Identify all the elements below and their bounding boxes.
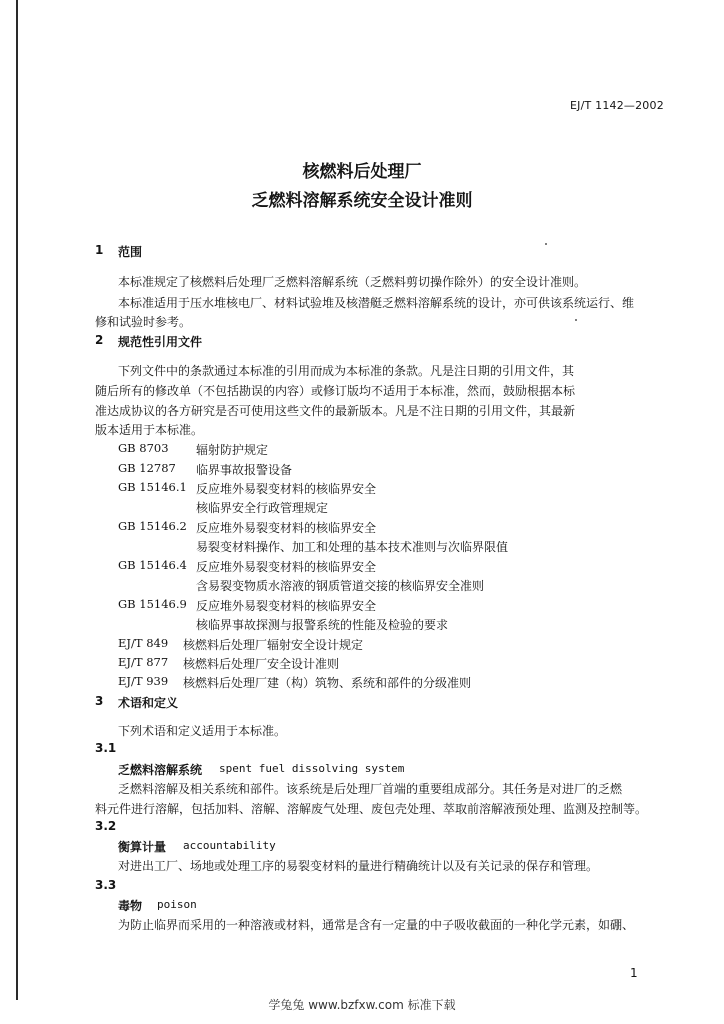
- ref-subtitle: 核临界安全行政管理规定: [196, 501, 329, 515]
- scan-edge-line: [16, 0, 18, 1000]
- section-2-para-line4: 版本适用于本标准。: [95, 423, 204, 437]
- ref-title: 核燃料后处理厂安全设计准则: [183, 657, 340, 671]
- section-2-para-line3: 准达成协议的各方研究是否可使用这些文件的最新版本。凡是不注日期的引用文件，其最新: [95, 404, 576, 418]
- term-definition-line1: 对进出工厂、场地或处理工序的易裂变材料的量进行精确统计以及有关记录的保存和管理。: [118, 859, 599, 873]
- section-2-heading: 规范性引用文件: [118, 335, 203, 349]
- section-1-para-2: 本标准适用于压水堆核电厂、材料试验堆及核潜艇乏燃料溶解系统的设计，亦可供该系统运行、维: [118, 296, 635, 310]
- ref-code: EJ/T 877: [118, 655, 169, 669]
- ref-code: GB 8703: [118, 441, 169, 455]
- ref-code: EJ/T 939: [118, 674, 169, 688]
- ref-code: GB 15146.1: [118, 480, 187, 494]
- section-2-number: 2: [95, 333, 104, 347]
- ref-title: 核燃料后处理厂辐射安全设计规定: [183, 638, 364, 652]
- section-1-number: 1: [95, 243, 104, 257]
- ref-code: EJ/T 849: [118, 636, 169, 650]
- section-3-number: 3: [95, 694, 104, 708]
- ref-title: 反应堆外易裂变材料的核临界安全: [196, 521, 377, 535]
- standard-number: EJ/T 1142—2002: [570, 99, 664, 112]
- term-english: spent fuel dissolving system: [219, 762, 405, 775]
- term-name: 衡算计量: [118, 840, 167, 854]
- section-3-intro: 下列术语和定义适用于本标准。: [118, 724, 287, 738]
- section-2-para-line2: 随后所有的修改单（不包括勘误的内容）或修订版均不适用于本标准，然而，鼓励根据本标: [95, 384, 576, 398]
- ref-code: GB 15146.9: [118, 597, 187, 611]
- term-definition-line1: 乏燃料溶解及相关系统和部件。该系统是后处理厂首端的重要组成部分。其任务是对进厂的乏燃: [118, 782, 623, 796]
- term-name: 毒物: [118, 899, 143, 913]
- ref-title: 核燃料后处理厂建（构）筑物、系统和部件的分级准则: [183, 676, 472, 690]
- term-english: accountability: [183, 839, 276, 852]
- ref-code: GB 12787: [118, 461, 176, 475]
- section-1-para-2-cont: 修和试验时参考。: [95, 315, 192, 329]
- page-number: 1: [630, 966, 638, 980]
- scan-speck: [545, 243, 547, 245]
- section-1-heading: 范围: [118, 245, 143, 259]
- ref-subtitle: 含易裂变物质水溶液的钢质管道交接的核临界安全准则: [196, 579, 485, 593]
- ref-subtitle: 易裂变材料操作、加工和处理的基本技术准则与次临界限值: [196, 540, 509, 554]
- term-number: 3.2: [95, 819, 117, 833]
- term-definition-line2: 料元件进行溶解，包括加料、溶解、溶解废气处理、废包壳处理、萃取前溶解液预处理、监测及控制等。: [95, 802, 648, 816]
- term-definition-line1: 为防止临界而采用的一种溶液或材料，通常是含有一定量的中子吸收截面的一种化学元素，如硼、: [118, 918, 635, 932]
- doc-title-line1: 核燃料后处理厂: [302, 162, 422, 182]
- ref-title: 辐射防护规定: [196, 443, 269, 457]
- ref-code: GB 15146.4: [118, 558, 187, 572]
- scan-speck: [575, 319, 577, 321]
- doc-title-line2: 乏燃料溶解系统安全设计准则: [251, 191, 473, 211]
- section-2-para-line1: 下列文件中的条款通过本标准的引用而成为本标准的条款。凡是注日期的引用文件，其: [118, 364, 575, 378]
- section-1-para-1: 本标准规定了核燃料后处理厂乏燃料溶解系统（乏燃料剪切操作除外）的安全设计准则。: [118, 275, 587, 289]
- term-name: 乏燃料溶解系统: [118, 763, 203, 777]
- section-3-heading: 术语和定义: [118, 696, 179, 710]
- term-number: 3.1: [95, 741, 117, 755]
- term-english: poison: [157, 898, 197, 911]
- footer-watermark: 学兔兔 www.bzfxw.com 标准下载: [268, 998, 456, 1012]
- ref-subtitle: 核临界事故探测与报警系统的性能及检验的要求: [196, 618, 449, 632]
- ref-title: 反应堆外易裂变材料的核临界安全: [196, 482, 377, 496]
- ref-code: GB 15146.2: [118, 519, 187, 533]
- term-number: 3.3: [95, 878, 117, 892]
- ref-title: 反应堆外易裂变材料的核临界安全: [196, 599, 377, 613]
- ref-title: 临界事故报警设备: [196, 463, 293, 477]
- ref-title: 反应堆外易裂变材料的核临界安全: [196, 560, 377, 574]
